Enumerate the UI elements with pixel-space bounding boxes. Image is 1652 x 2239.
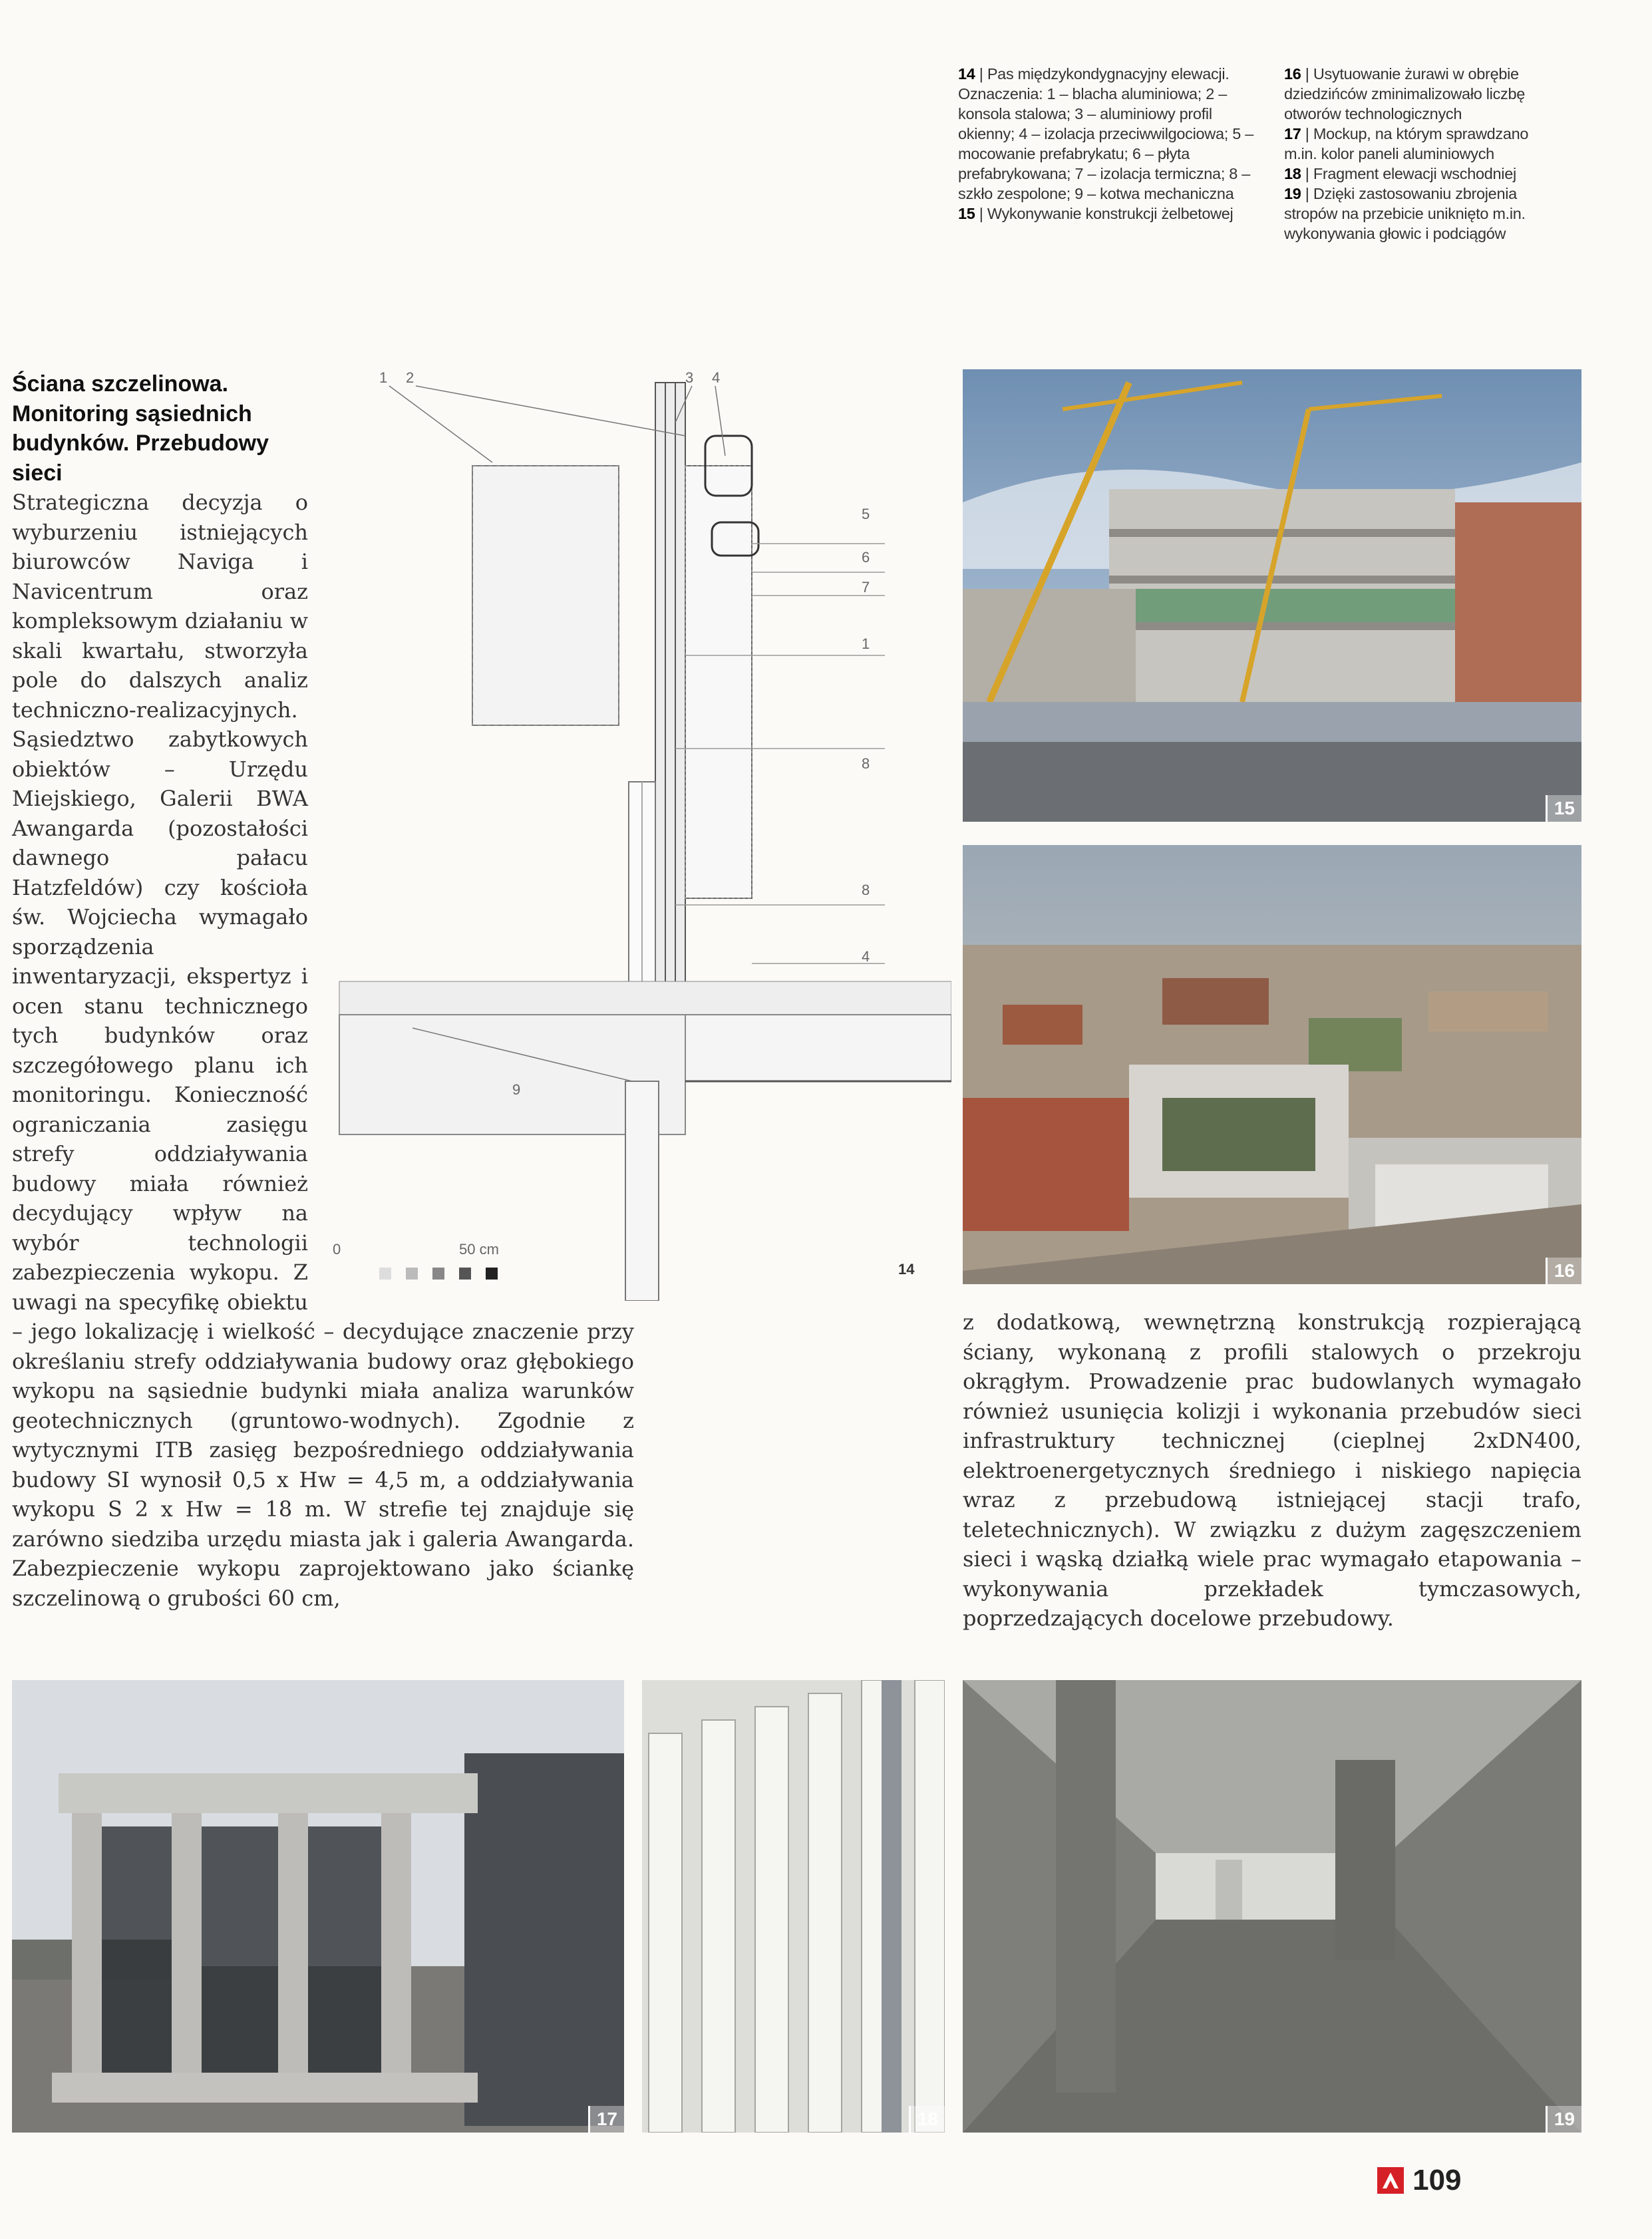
article-paragraph-1: Strategiczna decyzja o wyburzeniu istniejących biurowców Naviga i Navicentrum oraz kompleksowym działaniu w skali kwartału, stworzyła pole do dalszych analiz techniczno-realizacyjnych. Sąsiedztwo zabytkowych obiektów – Urzędu Miejskiego, Galerii BWA Awangarda (pozostałości dawnego pałacu Hatzfeldów) czy kościoła św. Wojciecha wymagało sporządzenia inwentaryzacji, ekspertyz i ocen stanu technicznego tych budynków oraz szczegółowego planu ich monitoringu. Konieczność ograniczania zasięgu strefy oddziaływania budowy miała również decydujący wpływ na wybór technologii zabezpieczenia wykopu. Z uwagi na specyfikę obiektu – jego lokalizację i wielkość – decydujące znaczenie przy określaniu strefy oddziaływania budowy oraz głębokiego wykopu na sąsiednie budynki miała analiza warunków geotechnicznych (gruntowo-wodnych). Zgodnie z wytycznymi ITB zasięg bezpośredniego oddziaływania budowy SI wynosił 0,5 x Hw = 4,5 m, a oddziaływania wykopu S 2 x Hw = 18 m. W strefie tej znajduje się zarówno siedziba urzędu miasta jak i galeria Awangarda. Zabezpieczenie wykopu zaprojektowano jako ściankę szczelinową o grubości 60 cm, (12, 490, 634, 1611)
facade-section-drawing (313, 369, 951, 1301)
photo-18-number: 18 (909, 2106, 945, 2133)
photo-15-construction (963, 369, 1581, 822)
drawing-label-4: 4 (712, 369, 721, 386)
caption-17: 17 | Mockup, na którym sprawdzano m.in. kolor paneli aluminiowych (1284, 125, 1529, 162)
section-heading: Ściana szczelinowa. Monitoring sąsiednich budynków. Przebudowy sieci (12, 371, 269, 486)
drawing-label-r8b: 8 (862, 882, 870, 898)
drawing-label-r4: 4 (862, 948, 870, 965)
drawing-label-r1: 1 (862, 635, 870, 652)
drawing-label-3: 3 (685, 369, 694, 386)
facade-image (642, 1680, 945, 2133)
photo-18-facade (642, 1680, 945, 2133)
drawing-label-r5: 5 (862, 506, 870, 522)
drawing-label-9: 9 (512, 1081, 521, 1098)
drawing-label-1: 1 (379, 369, 388, 386)
page-footer (1377, 2164, 1462, 2197)
photo-17-mockup (12, 1680, 624, 2133)
caption-19: 19 | Dzięki zastosowaniu zbrojenia stropów na przebicie uniknięto m.in. wykonywania głowic i podciągów (1284, 185, 1526, 242)
caption-right (1284, 64, 1557, 244)
article-paragraph-2: z dodatkową, wewnętrzną konstrukcją rozpierającą ściany, wykonaną z profili stalowych o przekroju okrągłym. Prowadzenie prac budowlanych wymagało również usunięcia kolizji i wykonania przebudów sieci infrastruktury technicznej (cieplnej 2xDN400, elektroenergetycznych średniego i niskiego napięcia wraz z przebudową istniejącej stacji trafo, teletechnicznych). W związku z dużym zagęszczeniem sieci i wąską działką wiele prac wymagało etapowania – wykonywania przekładek tymczasowych, poprzedzających docelowe przebudowy. (963, 1309, 1581, 1631)
publisher-logo-icon (1377, 2167, 1404, 2194)
figure-number-14: 14 (898, 1261, 915, 1278)
mockup-image (12, 1680, 624, 2133)
photo-19-number: 19 (1546, 2106, 1581, 2133)
photo-19-interior (963, 1680, 1581, 2133)
drawing-label-r6: 6 (862, 549, 870, 566)
drawing-label-r7: 7 (862, 579, 870, 596)
article-column-2 (963, 1307, 1581, 1634)
caption-16: 16 | Usytuowanie żurawi w obrębie dziedzińców zminimalizowało liczbę otworów technologicznych (1284, 65, 1526, 122)
photo-15-number: 15 (1546, 795, 1581, 822)
page-number: 109 (1412, 2164, 1462, 2196)
interior-image (963, 1680, 1581, 2133)
aerial-city-image (963, 845, 1581, 1284)
scale-zero: 0 (333, 1241, 341, 1258)
drawing-label-r8a: 8 (862, 755, 870, 772)
caption-14: 14 | Pas międzykondygnacyjny elewacji. Oznaczenia: 1 – blacha aluminiowa; 2 – konsola stalowa; 3 – aluminiowy profil okienny; 4 – izolacja przeciwwilgociowa; 5 – mocowanie prefabrykatu; 6 – płyta prefabrykowana; 7 – izolacja termiczna; 8 – szkło zespolone; 9 – kotwa mechaniczna (958, 65, 1253, 202)
photo-16-aerial (963, 845, 1581, 1284)
scale-end: 50 cm (459, 1241, 499, 1258)
caption-18: 18 | Fragment elewacji wschodniej (1284, 165, 1516, 182)
construction-image (963, 369, 1581, 822)
photo-17-number: 17 (588, 2106, 624, 2133)
photo-16-number: 16 (1546, 1258, 1581, 1284)
caption-left (958, 64, 1261, 224)
caption-15: 15 | Wykonywanie konstrukcji żelbetowej (958, 205, 1234, 222)
drawing-label-2: 2 (406, 369, 414, 386)
